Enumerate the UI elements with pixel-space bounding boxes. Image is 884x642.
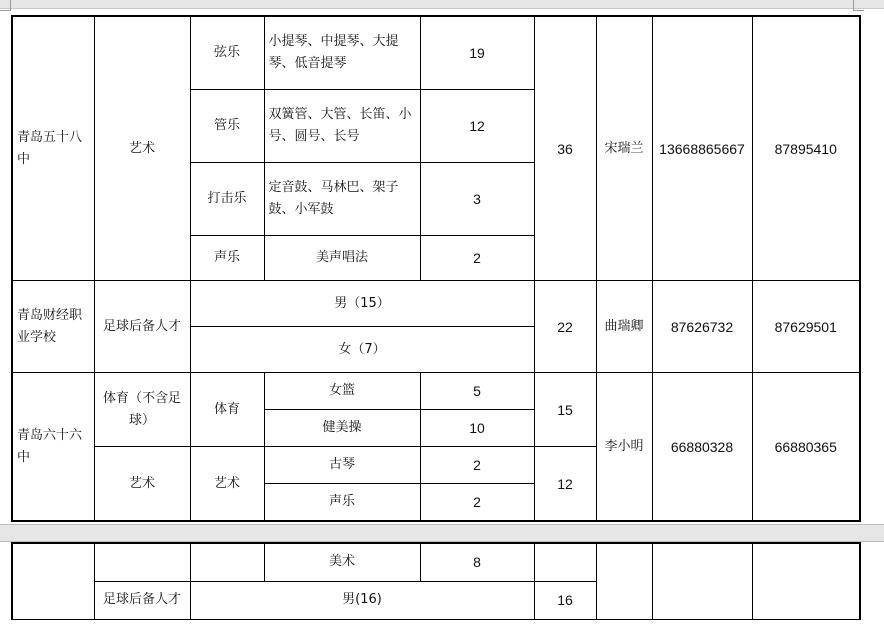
items-cell: 定音鼓、马林巴、架子鼓、小军鼓 — [264, 162, 420, 235]
school-name — [12, 543, 94, 619]
category-cell: 艺术 — [94, 16, 190, 281]
group-cell: 打击乐 — [190, 162, 264, 235]
subcategory-cell — [190, 543, 264, 581]
school-name: 青岛五十八中 — [12, 16, 94, 281]
page-break — [0, 524, 884, 542]
total-cell: 36 — [534, 16, 596, 281]
page-corner-mark — [853, 0, 864, 11]
gender-cell-male: 男（15） — [190, 281, 534, 327]
phone-cell: 87629501 — [752, 281, 860, 373]
category-cell — [94, 543, 190, 581]
table-row — [12, 16, 860, 89]
total-cell: 12 — [534, 447, 596, 521]
enrollment-table — [11, 15, 861, 522]
contact-cell: 宋瑞兰 — [596, 16, 652, 281]
items-cell: 美声唱法 — [264, 235, 420, 280]
table-row — [12, 373, 860, 410]
enrollment-table-continued — [11, 542, 861, 620]
category-cell: 艺术 — [94, 447, 190, 521]
item-cell: 女篮 — [264, 373, 420, 410]
count-cell: 8 — [420, 543, 534, 581]
mobile-cell — [652, 543, 752, 619]
count-cell: 19 — [420, 16, 534, 89]
item-cell: 美术 — [264, 543, 420, 581]
item-cell: 健美操 — [264, 410, 420, 447]
item-cell: 声乐 — [264, 484, 420, 521]
subcategory-cell: 体育 — [190, 373, 264, 447]
count-cell: 2 — [420, 484, 534, 521]
school-name: 青岛财经职业学校 — [12, 281, 94, 373]
school-name: 青岛六十六中 — [12, 373, 94, 521]
count-cell: 2 — [420, 235, 534, 280]
items-cell: 双簧管、大管、长笛、小号、圆号、长号 — [264, 89, 420, 162]
page-top-edge — [0, 0, 884, 9]
count-cell: 3 — [420, 162, 534, 235]
gender-cell-male: 男(16) — [190, 581, 534, 619]
gender-cell-female: 女（7） — [190, 327, 534, 373]
page-corner-mark — [0, 0, 11, 11]
contact-cell — [596, 543, 652, 619]
table-row — [12, 281, 860, 327]
category-cell: 足球后备人才 — [94, 581, 190, 619]
phone-cell: 66880365 — [752, 373, 860, 521]
group-cell: 管乐 — [190, 89, 264, 162]
count-cell: 2 — [420, 447, 534, 484]
total-cell: 22 — [534, 281, 596, 373]
contact-cell: 曲瑞卿 — [596, 281, 652, 373]
table-row — [12, 543, 860, 581]
phone-cell — [752, 543, 860, 619]
phone-cell: 87895410 — [752, 16, 860, 281]
total-cell: 16 — [534, 581, 596, 619]
item-cell: 古琴 — [264, 447, 420, 484]
count-cell: 5 — [420, 373, 534, 410]
group-cell: 弦乐 — [190, 16, 264, 89]
count-cell: 12 — [420, 89, 534, 162]
category-cell: 体育（不含足球） — [94, 373, 190, 447]
contact-cell: 李小明 — [596, 373, 652, 521]
mobile-cell: 66880328 — [652, 373, 752, 521]
total-cell — [534, 543, 596, 581]
mobile-cell: 13668865667 — [652, 16, 752, 281]
count-cell: 10 — [420, 410, 534, 447]
items-cell: 小提琴、中提琴、大提琴、低音提琴 — [264, 16, 420, 89]
group-cell: 声乐 — [190, 235, 264, 280]
category-cell: 足球后备人才 — [94, 281, 190, 373]
mobile-cell: 87626732 — [652, 281, 752, 373]
subcategory-cell: 艺术 — [190, 447, 264, 521]
total-cell: 15 — [534, 373, 596, 447]
